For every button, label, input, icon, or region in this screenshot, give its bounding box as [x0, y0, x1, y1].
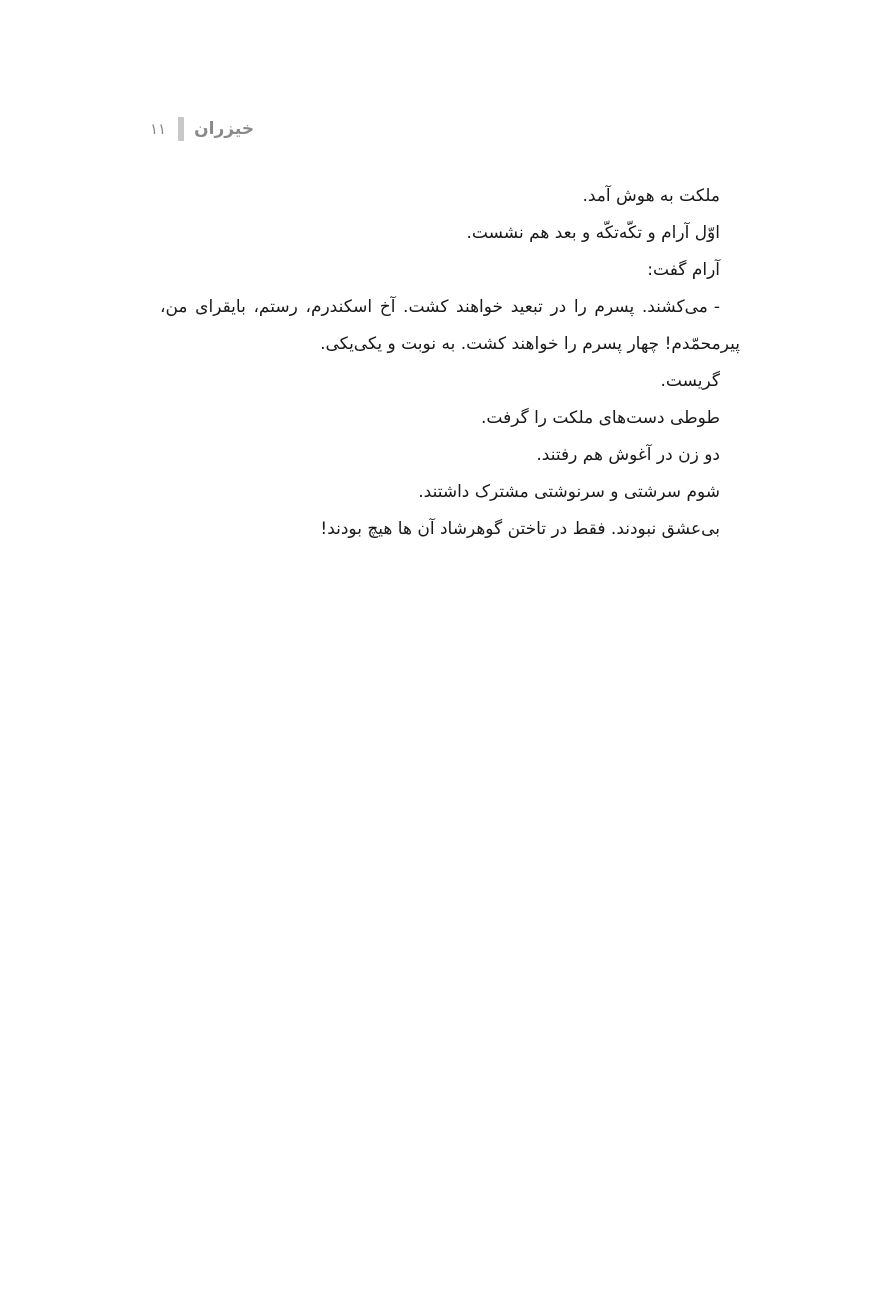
paragraph: گریست.: [660, 371, 720, 391]
paragraph: ملکت به هوش آمد.: [582, 186, 720, 206]
paragraph: طوطی دست‌های ملکت را گرفت.: [480, 408, 720, 428]
dialogue-text: می‌کشند. پسرم را در تبعید خواهند کشت. آخ اسکندرم، رستم، بایقرای من، پیرمحمّدم! چهار پسرم را خواهند کشت. به نوبت و یکی‌یکی.: [160, 297, 740, 354]
running-head: [150, 115, 254, 143]
running-head-divider: [178, 117, 184, 141]
paragraph: اوّل آرام و تکّه‌تکّه و بعد هم نشست.: [466, 223, 720, 243]
dialogue-paragraph: [160, 289, 740, 363]
paragraph: بی‌عشق نبودند. فقط در تاختن گوهرشاد آن ها هیچ بودند!: [320, 519, 720, 539]
paragraph: شوم سرشتی و سرنوشتی مشترک داشتند.: [418, 482, 720, 502]
dialogue-dash: -: [713, 297, 720, 317]
body-text: [160, 178, 740, 548]
page-number: ۱۱: [150, 120, 167, 138]
paragraph: دو زن در آغوش هم رفتند.: [536, 445, 720, 465]
book-title: خیزران: [194, 119, 255, 139]
paragraph: آرام گفت:: [647, 260, 720, 280]
